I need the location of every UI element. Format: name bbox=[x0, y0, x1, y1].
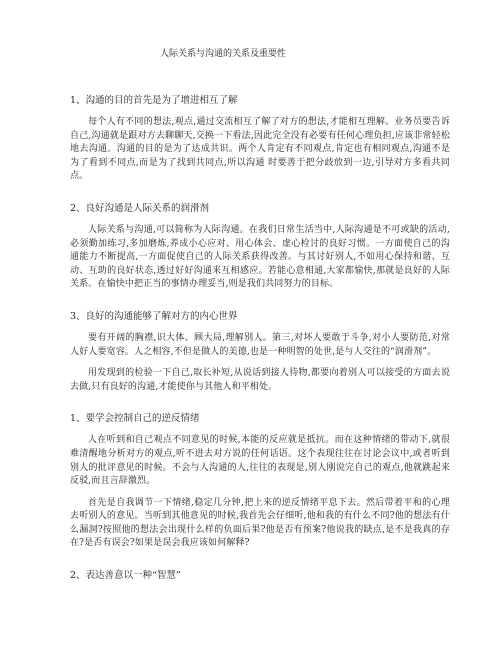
section-heading: 1、沟通的目的首先是为了增进相互了解 bbox=[70, 95, 238, 106]
paragraph: 用发现到的检验一下自己,取长补短,从说话到接人待物,都要向着别人可以接受的方面去说去做,只有良好的沟通,才能使你与其他人和平相处。 bbox=[70, 368, 450, 392]
paragraph: 人在听到和自己观点不同意见的时候,本能的反应就是抵抗。而在这种情绪的带动下,就很难清醒地分析对方的观点,听不进去对方说的任何话语。这个表现往往在讨论会议中,或者听到别人的批评意见的时候。不会与人沟通的人,往往的表现是,别人刚说完自己的观点,他就跳起来反驳,而且言辞激烈。 bbox=[70, 435, 450, 487]
paragraph: 要有开阔的胸襟,识大体、顾大局,理解别人。第三,对坏人要敢于斗争,对小人要防范,对常人好人要宽容。人之相容,不但是做人的美德,也是一种明智的处世,是与人交往的“润滑剂”。 bbox=[70, 332, 450, 357]
paragraph: 首先是自我调节一下情绪,稳定几分钟,把上来的逆反情绪平息下去。然后带着平和的心理去听别人的意见。当听到其他意见的时候,我首先会仔细听,他和我的有什么不同?他的想法有什么漏洞?按照他的想法会出现什么样的负面后果?他是否有预案?他说我的缺点,是不是我真的存在?是否有误会?如果是误会我应该如何解释? bbox=[70, 497, 450, 549]
paragraph: 每个人有不同的想法,观点,通过交流相互了解了对方的想法,才能相互理解。业务员要告诉自己,沟通就是跟对方去聊聊天,交换一下看法,因此完全没有必要有任何心理负担,应该非常轻松地去沟通。沟通的目的是为了达成共识。两个人肯定有不同观点,肯定也有相同观点,沟通不是为了看到不同点,而是为了找到共同点,所以沟通 时要善于把分歧放到一边,引导对方多看共同点。 bbox=[70, 117, 450, 182]
section-heading: 2、表达善意以一种“智慧” bbox=[70, 570, 181, 582]
section-heading: 3、良好的沟通能够了解对方的内心世界 bbox=[70, 310, 238, 322]
section-1 bbox=[70, 94, 450, 184]
section-5 bbox=[70, 569, 450, 582]
document-title: 人际关系与沟通的关系及重要性 bbox=[160, 49, 287, 59]
section-4 bbox=[70, 412, 450, 551]
section-3 bbox=[70, 310, 450, 394]
section-2 bbox=[70, 202, 450, 292]
section-heading: 2、良好沟通是人际关系的润滑剂 bbox=[70, 202, 210, 214]
paragraph: 人际关系与沟通,可以简称为人际沟通。在我们日常生活当中,人际沟通是不可或缺的活动,必须勤加练习,多加磨炼,养成小心应对、用心体会、虚心检讨的良好习惯。一方面使自己的沟通能力不断提高,一方面促使自己的人际关系获得改善。与其讨好别人,不如用心保持和谐、互动、互助的良好状态,透过好好沟通来互相感应。若能心意相通,大家都愉快,那就是良好的人际关系。在愉快中把正当的事情办理妥当,则是我们共同努力的目标。 bbox=[70, 224, 450, 290]
section-heading: 1、要学会控制自己的逆反情绪 bbox=[70, 413, 200, 425]
